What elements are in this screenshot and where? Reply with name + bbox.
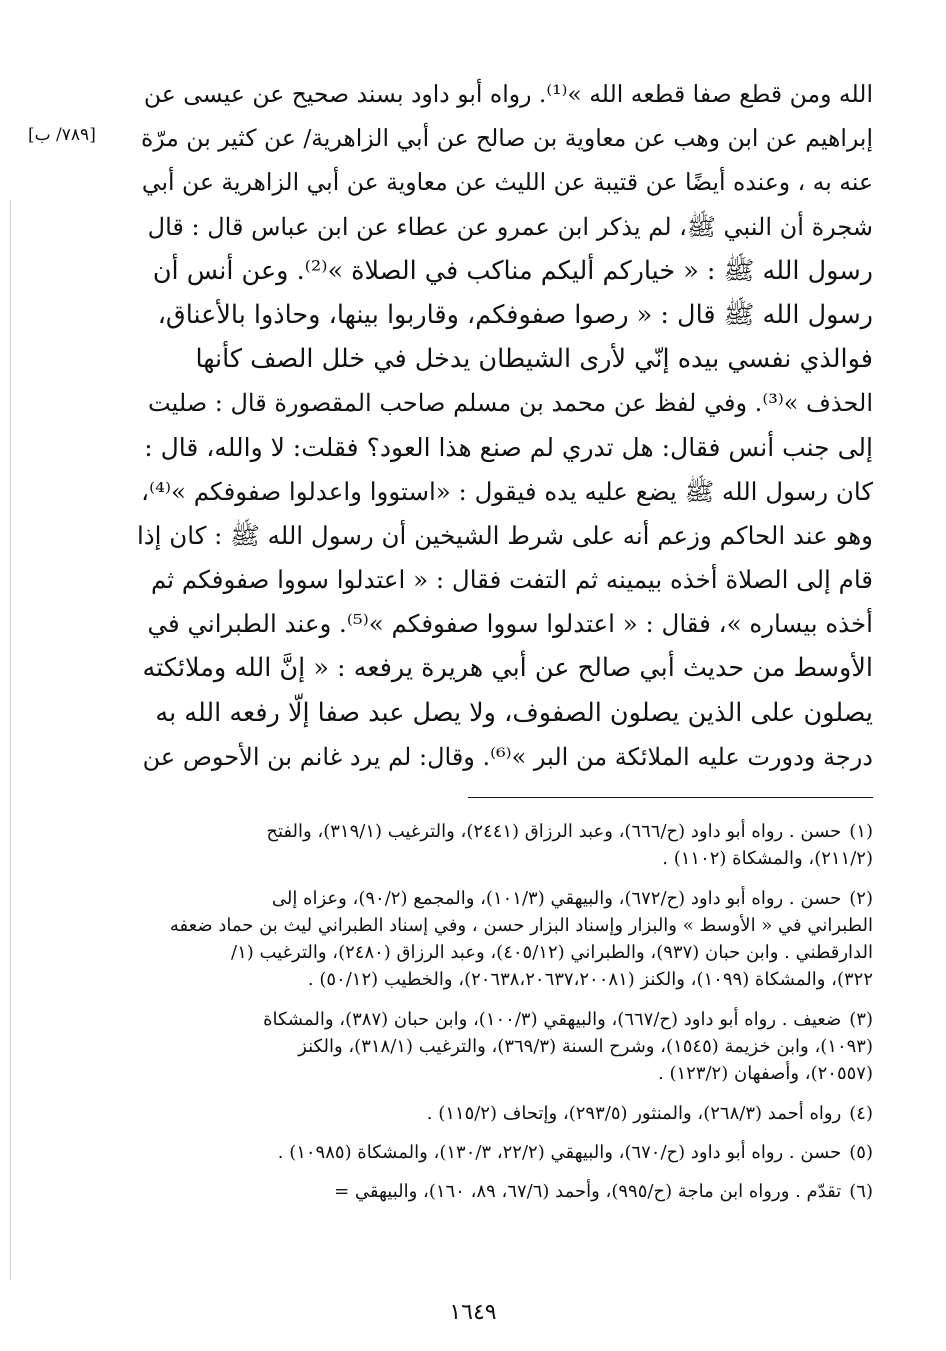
scan-edge-line [10,200,11,1280]
footnote-text: (٢١١/٢)، والمشكاة (١١٠٢) . [662,848,873,870]
body-line: قام إلى الصلاة أخذه بيمينه ثم التفت فقال : « اعتدلوا سووا صفوفكم ثم [150,565,873,595]
main-body-text [137,72,873,779]
body-line: درجة ودورت عليه الملائكة من البر »⁽⁶⁾. وقال: لم يرد غانم بن الأحوص عن [142,742,873,771]
footnote [137,818,873,873]
page-number: ١٦٤٩ [449,1300,497,1325]
footnote-number: (٤) [849,1102,873,1124]
footnote-line [137,912,873,939]
body-line: الله ومن قطع صفا قطعه الله »⁽¹⁾. رواه أبو داود بسند صحيح عن عيسى عن [143,80,873,108]
body-line: أخذه بيساره »، فقال : « اعتدلوا سووا صفوفكم »⁽⁵⁾. وعند الطبراني في [147,609,873,639]
footnote-text: الدارقطني . وابن حبان (٩٣٧)، والطبراني (٤٠٥/١٢)، وعبد الرزاق (٢٤٨٠)، والترغيب (١/ [231,942,873,964]
footnote-number: (١) [849,821,873,842]
footnote-text: حسن . رواه أبو داود (ح/٦٦٦)، وعبد الرزاق (٢٤٤١)، والترغيب (٣١٩/١)، والفتح [266,821,842,842]
body-line: فوالذي نفسي بيده إنّي لأرى الشيطان يدخل في خلل الصف كأنها [195,344,873,375]
body-line: وهو عند الحاكم وزعم أنه على شرط الشيخين أن رسول الله ﷺ : كان إذا [137,520,873,550]
footnote [137,1178,873,1205]
footnote-text: حسن . رواه أبو داود (ح/٦٧٢)، والبيهقي (١٠١/٣)، والمجمع (٩٠/٢)، وعزاه إلى [271,887,842,909]
footnote-number: (٥) [849,1141,873,1163]
footnote-text: الطبراني في « الأوسط » والبزار وإسناد البزار حسن ، وفي إسناد الطبراني ليث بن حماد ضعفه [169,914,873,936]
footnote-line [137,939,873,966]
footnote-line [137,818,873,845]
body-line: إبراهيم عن ابن وهب عن معاوية بن صالح عن أبي الزاهرية/ عن كثير بن مرّة [140,124,873,153]
footnote-number: (٢) [849,887,873,909]
footnote-line [137,1060,873,1087]
margin-manuscript-reference: [٧٨٩/ ب] [28,125,96,145]
footnote-line [137,966,873,993]
footnote [137,1006,873,1088]
body-line: رسول الله ﷺ : « خياركم أليكم مناكب في الصلاة »⁽²⁾. وعن أنس أن [152,255,873,286]
footnote-text: حسن . رواه أبو داود (ح/٦٧٠)، والبيهقي (٢٢/٢، ١٣٠/٣)، والمشكاة (١٠٩٨٥) . [277,1141,842,1163]
footnote-text: رواه أحمد (٢٦٨/٣)، والمنثور (٢٩٣/٥)، وإتحاف (١١٥/٢) . [426,1102,842,1124]
footnote [137,1100,873,1127]
footnote-line [137,885,873,912]
footnote-text: (٢٠٥٥٧)، وأصفهان (١٢٣/٢) . [658,1063,873,1085]
footnote-divider [468,797,873,798]
footnote-text: (١٠٩٣)، وابن خزيمة (١٥٤٥)، وشرح السنة (٣٦٩/٣)، والترغيب (٣١٨/١)، والكنز [298,1036,873,1058]
body-line: كان رسول الله ﷺ يضع عليه يده فيقول : «استووا واعدلوا صفوفكم »⁽⁴⁾، [141,476,873,506]
footnote-line [137,845,873,872]
footnote-line [137,1178,873,1205]
body-line: عنه به ، وعنده أيضًا عن قتيبة عن الليث عن معاوية عن أبي الزاهرية عن أبي [141,168,873,197]
body-line: رسول الله ﷺ قال : « رصوا صفوفكم، وقاربوا بينها، وحاذوا بالأعناق، [157,299,873,330]
footnote-line [137,1139,873,1166]
footnote [137,1139,873,1166]
footnote-text: تقدّم . ورواه ابن ماجة (ح/٩٩٥)، وأحمد (٦٧/٦، ٨٩، ١٦٠)، والبيهقي = [334,1181,842,1203]
footnote-text: ضعيف . رواه أبو داود (ح/٦٦٧)، والبيهقي (١٠٠/٣)، وابن حبان (٣٨٧)، والمشكاة [263,1008,842,1030]
body-line: شجرة أن النبي ﷺ، لم يذكر ابن عمرو عن عطاء عن ابن عباس قال : قال [147,212,873,241]
body-line: إلى جنب أنس فقال: هل تدري لم صنع هذا العود؟ فقلت: لا والله، قال : [144,432,873,462]
footnote-line [137,1033,873,1060]
footnote-line [137,1100,873,1127]
footnotes-section [137,818,873,1218]
footnote-text: ٣٢٢)، والمشكاة (١٠٩٩)، والكنز (٢٠٦٣٨،٢٠٦٣٧،٢٠٠٨١)، والخطيب (٥٠/١٢) . [307,969,873,991]
body-line: يصلون على الذين يصلون الصفوف، ولا يصل عبد صفا إلّا رفعه الله به [155,697,873,728]
footnote-number: (٦) [849,1181,873,1203]
footnote [137,885,873,994]
body-line: الأوسط من حديث أبي صالح عن أبي هريرة يرفعه : « إنَّ الله وملائكته [142,653,873,684]
footnote-line [137,1006,873,1033]
footnote-number: (٣) [849,1008,873,1030]
body-line: الحذف »⁽³⁾. وفي لفظ عن محمد بن مسلم صاحب المقصورة قال : صليت [148,389,873,418]
